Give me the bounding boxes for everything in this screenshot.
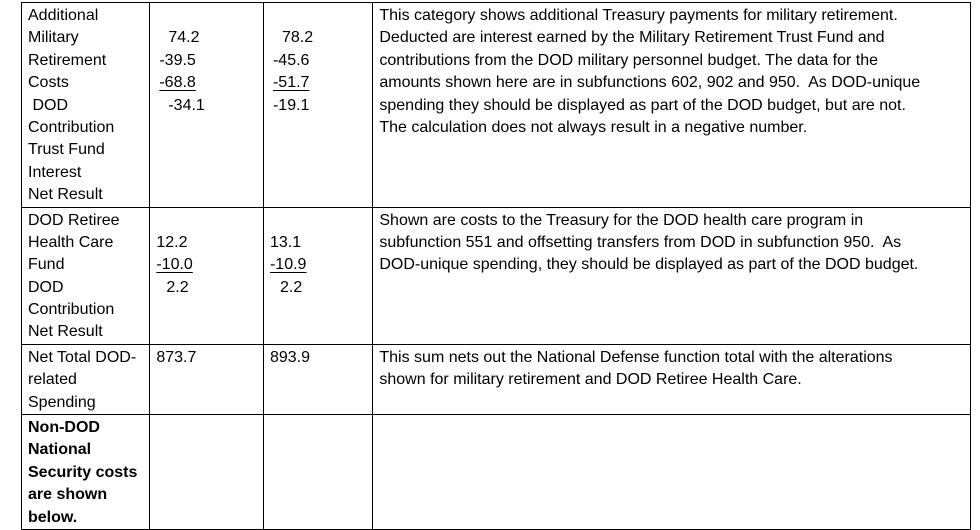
row-label-line: are shown xyxy=(28,486,108,504)
row-label-line: related xyxy=(28,371,77,389)
row-label-line: Retirement xyxy=(28,51,107,69)
value: -10.0 xyxy=(156,256,193,274)
value: 78.2 xyxy=(281,29,314,47)
row-label-line: DOD Retiree xyxy=(28,211,120,229)
value-cell-year-1 xyxy=(150,415,264,530)
description-line: The calculation does not always result in a negative number. xyxy=(379,118,808,136)
budget-table xyxy=(21,2,971,530)
row-label-line: Military xyxy=(28,29,79,47)
description-line: This category shows additional Treasury payments for military retirement. xyxy=(379,7,898,24)
row-label-cell xyxy=(22,415,150,530)
value-cell-year-2 xyxy=(263,415,372,530)
value: 12.2 xyxy=(156,233,188,251)
value: 2.2 xyxy=(279,278,303,296)
value: -51.7 xyxy=(272,74,310,92)
row-label-line: Additional xyxy=(28,7,99,24)
description-cell xyxy=(373,207,971,344)
value-cell-year-2 xyxy=(263,207,372,344)
row-label-line: Net Result xyxy=(28,323,103,341)
row-label-line: National xyxy=(28,441,92,459)
value: -39.5 xyxy=(159,51,196,69)
value-cell-year-1 xyxy=(150,344,264,414)
row-label-line: Security costs xyxy=(28,463,138,481)
row-label-line: DOD xyxy=(28,96,68,114)
row-label-line: Interest xyxy=(28,163,82,181)
description-cell xyxy=(373,415,971,530)
value-cell-year-1 xyxy=(150,207,264,344)
row-label-line: Non-DOD xyxy=(28,419,100,437)
value: -68.8 xyxy=(159,74,196,92)
row-label-line: Trust Fund xyxy=(28,141,105,159)
row-label-line: Fund xyxy=(28,256,65,274)
value: -10.9 xyxy=(269,256,307,274)
value: -19.1 xyxy=(272,96,310,114)
value-cell-year-2 xyxy=(263,344,372,414)
table-row-non-dod-heading xyxy=(22,415,971,530)
row-label-cell xyxy=(22,3,150,208)
value: 2.2 xyxy=(166,278,189,296)
description-line: amounts shown here are in subfunctions 602, 902 and 950. As DOD-unique xyxy=(379,74,921,92)
description-cell xyxy=(373,344,971,414)
row-label-line: Contribution xyxy=(28,301,115,319)
row-label-line: DOD xyxy=(28,278,64,296)
value: -34.1 xyxy=(168,96,205,114)
row-label-line: Net Total DOD- xyxy=(28,348,137,366)
row-label-line: Health Care xyxy=(28,233,114,251)
value: 893.9 xyxy=(269,348,311,366)
row-label-line: Contribution xyxy=(28,118,115,136)
row-label-line: Spending xyxy=(28,393,96,411)
description-line: This sum nets out the National Defense function total with the alterations xyxy=(379,348,893,366)
value: -45.6 xyxy=(272,51,310,69)
value: 74.2 xyxy=(168,29,200,47)
row-label-cell xyxy=(22,207,150,344)
description-line: contributions from the DOD military personnel budget. The data for the xyxy=(379,51,878,69)
table-row-military-retirement xyxy=(22,3,971,208)
value: 13.1 xyxy=(269,233,302,251)
value-cell-year-1 xyxy=(150,3,264,208)
row-label-line: Costs xyxy=(28,74,69,92)
description-line: shown for military retirement and DOD Retiree Health Care. xyxy=(379,371,802,389)
table-row-retiree-health-care xyxy=(22,207,971,344)
row-label-line: below. xyxy=(28,508,78,526)
value: 873.7 xyxy=(156,348,197,366)
description-line: subfunction 551 and offsetting transfers from DOD in subfunction 950. As xyxy=(379,233,902,251)
table-row-net-total xyxy=(22,344,971,414)
value-cell-year-2 xyxy=(263,3,372,208)
description-line: spending they should be displayed as part of the DOD budget, but are not. xyxy=(379,96,906,114)
description-cell xyxy=(373,3,971,208)
description-line: DOD-unique spending, they should be displayed as part of the DOD budget. xyxy=(379,256,919,274)
description-line: Shown are costs to the Treasury for the DOD health care program in xyxy=(379,211,864,229)
row-label-cell xyxy=(22,344,150,414)
description-line: Deducted are interest earned by the Military Retirement Trust Fund and xyxy=(379,29,885,47)
row-label-line: Net Result xyxy=(28,186,103,204)
